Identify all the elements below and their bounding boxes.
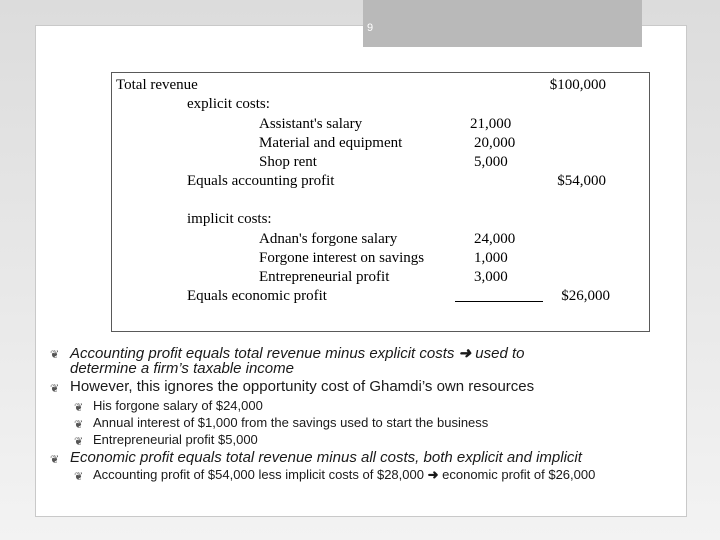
economic-profit-label: Equals economic profit xyxy=(187,288,327,304)
implicit-row-value: 1,000 xyxy=(474,250,508,266)
leaf-bullet-icon: ❦ xyxy=(74,471,84,483)
explicit-row-value: 20,000 xyxy=(474,135,516,151)
explicit-row-label: Material and equipment xyxy=(259,135,403,151)
explicit-row-label: Assistant's salary xyxy=(259,116,363,132)
economic-profit-value: $26,000 xyxy=(561,288,610,304)
implicit-row-value: 3,000 xyxy=(474,269,508,285)
slide-number: 9 xyxy=(367,22,374,34)
implicit-row-label: Entrepreneurial profit xyxy=(259,269,390,285)
bullet-text-continuation: determine a firm’s taxable income xyxy=(70,360,294,377)
leaf-bullet-icon: ❦ xyxy=(74,402,84,414)
sub-bullet-text: His forgone salary of $24,000 xyxy=(93,398,263,413)
right-arrow-icon: ➜ xyxy=(458,345,472,362)
leaf-bullet-icon: ❦ xyxy=(50,349,60,361)
implicit-row-label: Adnan's forgone salary xyxy=(259,231,398,247)
bullet-text-part: used to xyxy=(475,345,525,362)
implicit-row-label: Forgone interest on savings xyxy=(259,250,425,266)
explicit-row-value: 21,000 xyxy=(470,116,512,132)
bullet-text: However, this ignores the opportunity cost of Ghamdi’s own resources xyxy=(70,378,535,395)
total-revenue-label: Total revenue xyxy=(116,77,198,93)
implicit-row-value: 24,000 xyxy=(474,231,516,247)
explicit-costs-label: explicit costs: xyxy=(187,96,270,112)
sub-bullet-text xyxy=(93,467,595,483)
leaf-bullet-icon: ❦ xyxy=(50,383,60,395)
accounting-profit-value: $54,000 xyxy=(557,173,606,189)
leaf-bullet-icon: ❦ xyxy=(50,454,60,466)
bullet-text: Economic profit equals total revenue minus all costs, both explicit and implicit xyxy=(70,449,582,466)
accounting-profit-label: Equals accounting profit xyxy=(187,173,335,189)
leaf-bullet-icon: ❦ xyxy=(74,419,84,431)
implicit-costs-label: implicit costs: xyxy=(187,211,272,227)
explicit-row-label: Shop rent xyxy=(259,154,317,170)
sub-bullet-text-part: Accounting profit of $54,000 less implicit costs of $28,000 xyxy=(93,467,424,482)
leaf-bullet-icon: ❦ xyxy=(74,436,84,448)
slide-number-tab xyxy=(363,0,642,47)
sub-bullet-text: Entrepreneurial profit $5,000 xyxy=(93,432,258,447)
explicit-row-value: 5,000 xyxy=(474,154,508,170)
total-revenue-value: $100,000 xyxy=(549,77,606,93)
bullet-text-part: Accounting profit equals total revenue minus explicit costs xyxy=(70,345,455,362)
right-arrow-icon: ➜ xyxy=(427,467,439,482)
sub-bullet-text-part: economic profit of $26,000 xyxy=(442,467,596,482)
sub-bullet-text: Annual interest of $1,000 from the savings used to start the business xyxy=(93,415,489,430)
